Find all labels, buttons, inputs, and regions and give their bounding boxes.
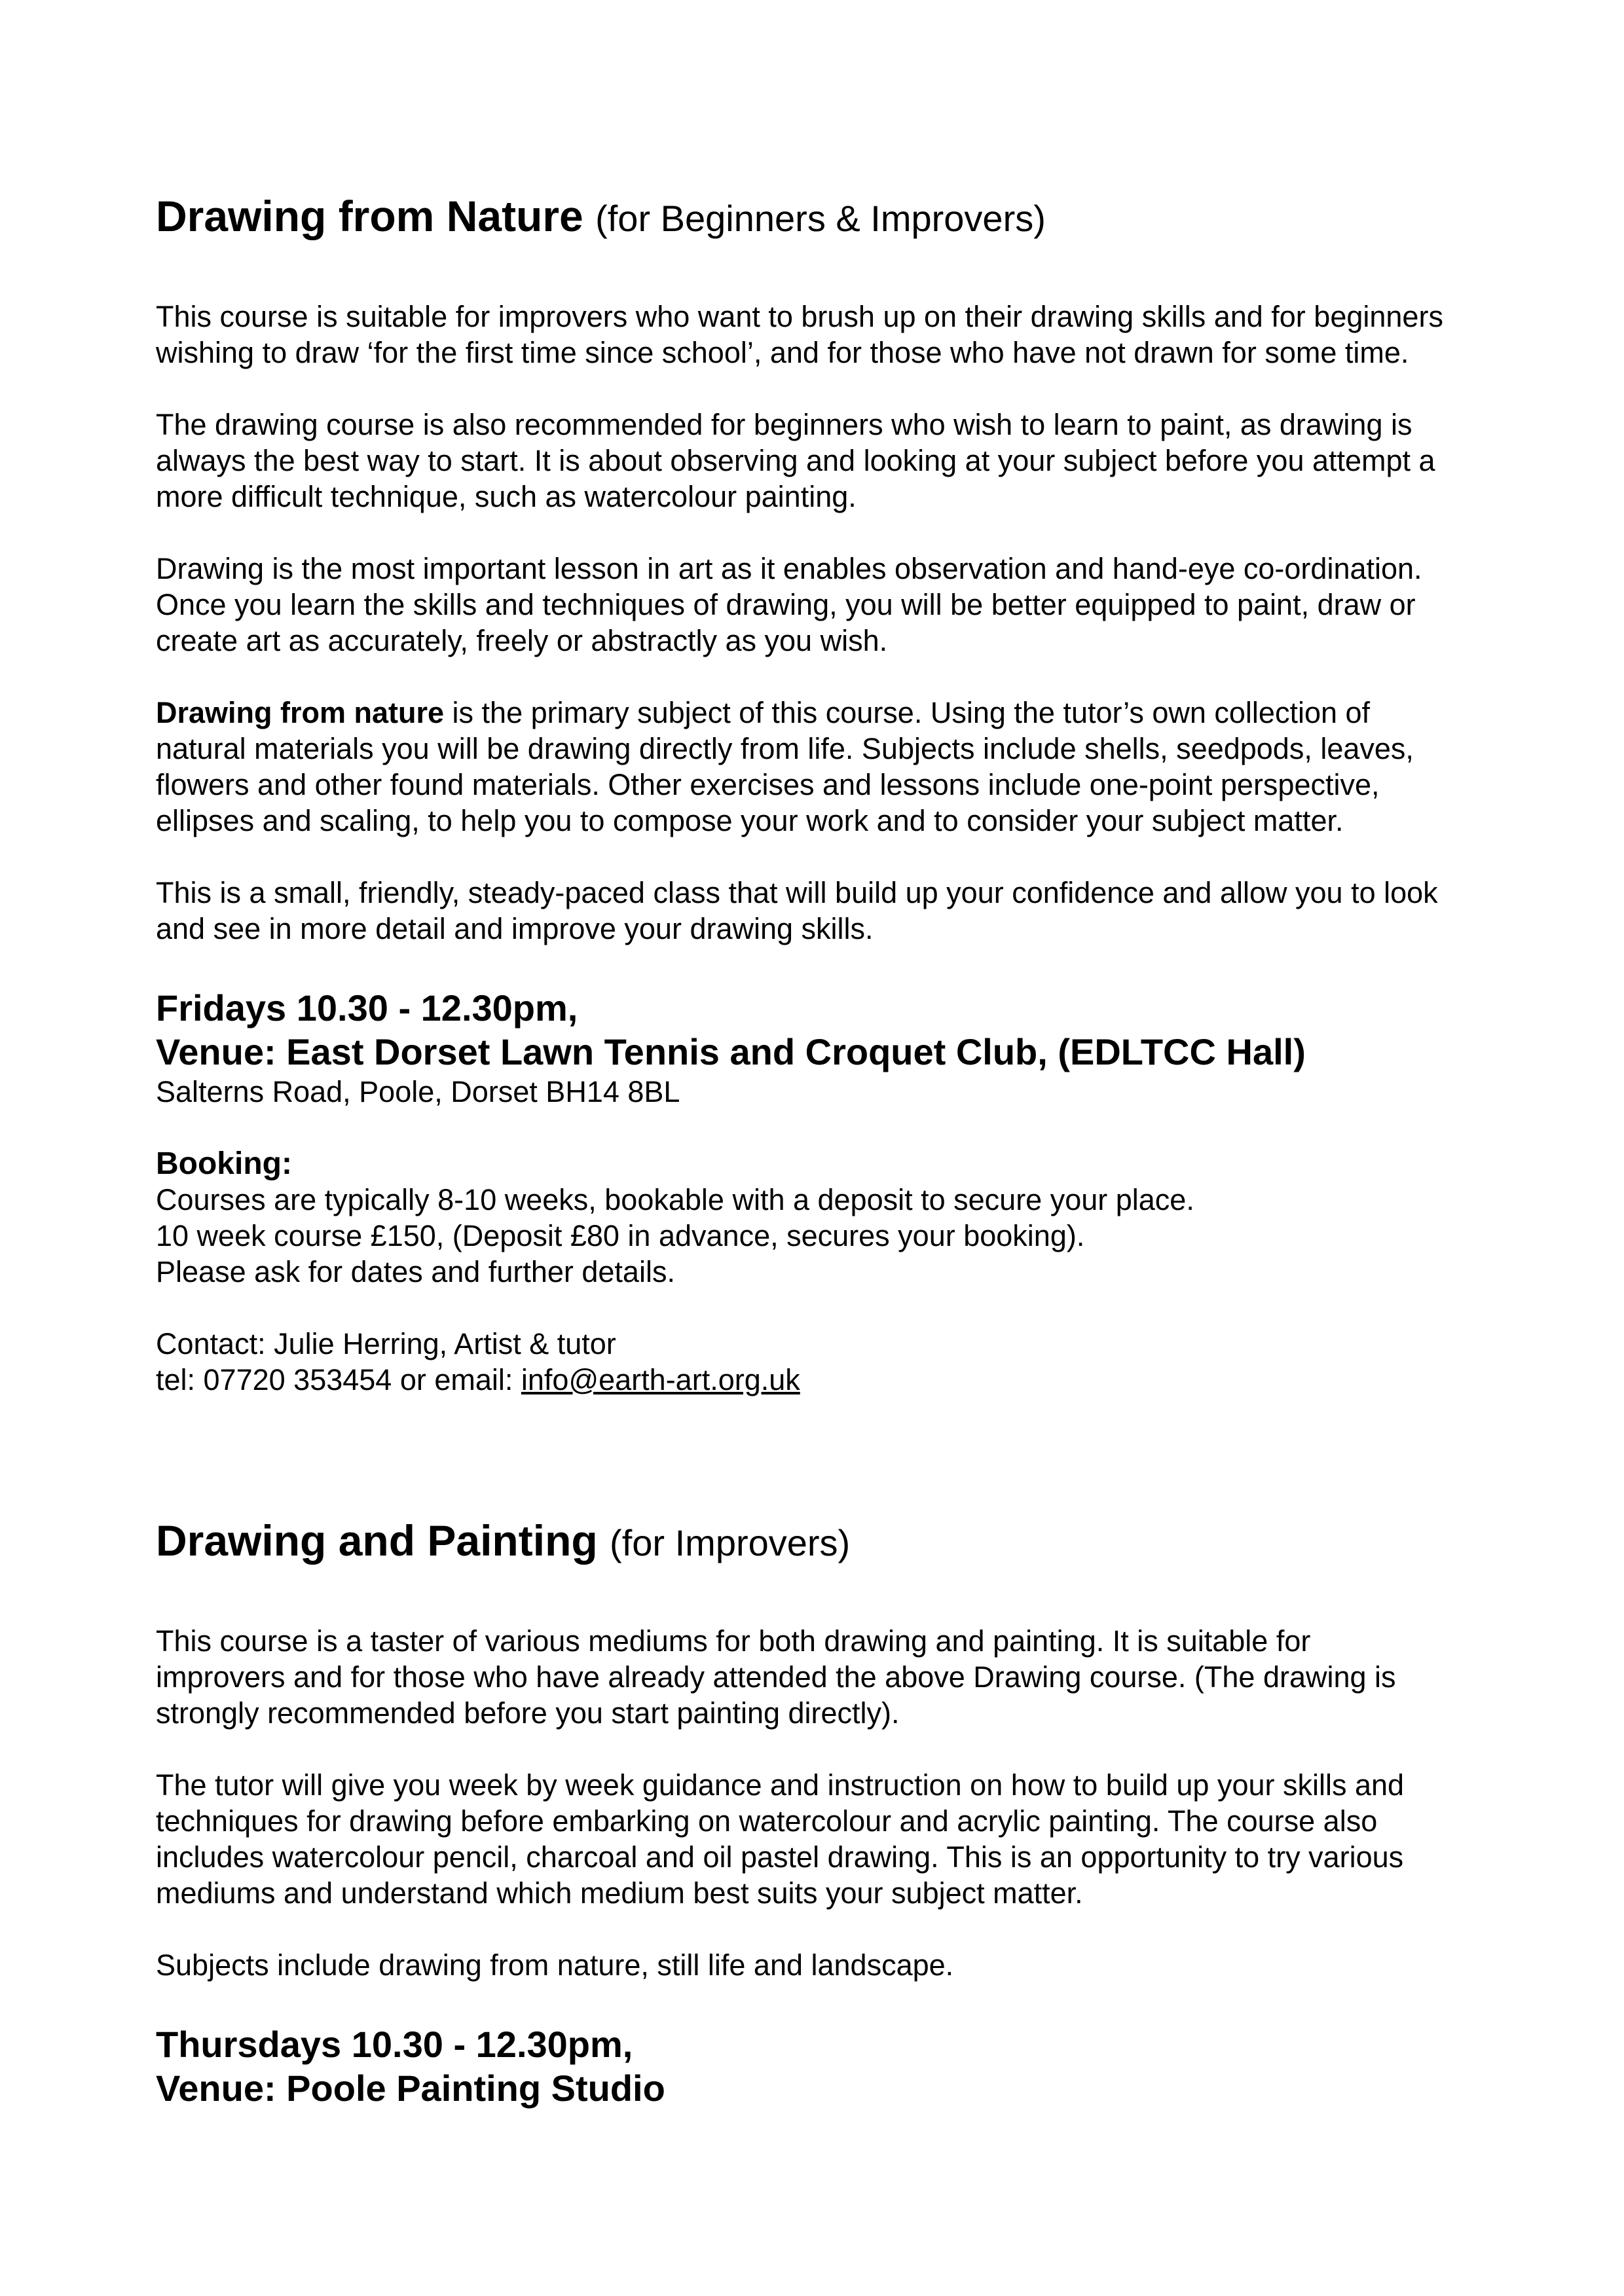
- guidance-paragraph: The tutor will give you week by week guidance and instruction on how to build up your skills and techniques for drawing before embarking on watercolour and acrylic painting. The course also includes watercolour pencil, charcoal and oil pastel drawing. This is an opportunity to try various mediums and understand which medium best suits your subject matter.: [156, 1768, 1405, 1910]
- contact-details: Contact: Julie Herring, Artist & tutor tel: 07720 353454 or email: info@earth-art.org.uk: [156, 1327, 800, 1396]
- class-description-paragraph: This is a small, friendly, steady-paced class that will build up your confidence and allow you to look and see in more detail and improve your drawing skills.: [156, 876, 1438, 945]
- booking-details: Courses are typically 8-10 weeks, bookable with a deposit to secure your place. 10 week course £150, (Deposit £80 in advance, secures your booking). Please ask for dates and further details.: [156, 1183, 1194, 1288]
- course-subtitle: (for Beginners & Improvers): [595, 198, 1046, 239]
- course-drawing-from-nature: [156, 190, 1485, 1398]
- booking-heading: Booking:: [156, 1146, 292, 1181]
- intro-paragraph: This course is suitable for improvers who want to brush up on their drawing skills and for beginners wishing to draw ‘for the first time since school’, and for those who have not drawn for some time.: [156, 300, 1443, 369]
- schedule-heading: Fridays 10.30 - 12.30pm,: [156, 987, 578, 1029]
- bold-phrase: Drawing from nature: [156, 696, 445, 729]
- schedule-block: [156, 2022, 1485, 2110]
- recommendation-paragraph: The drawing course is also recommended for beginners who wish to learn to paint, as drawing is always the best way to start. It is about observing and looking at your subject before you attempt a more difficult technique, such as watercolour painting.: [156, 408, 1435, 513]
- email-link[interactable]: info@earth-art.org.uk: [521, 1363, 800, 1396]
- venue-address: Salterns Road, Poole, Dorset BH14 8BL: [156, 1075, 680, 1108]
- course-title: [156, 1514, 1485, 1569]
- subjects-paragraph: Subjects include drawing from nature, still life and landscape.: [156, 1948, 954, 1982]
- schedule-heading: Thursdays 10.30 - 12.30pm,: [156, 2024, 633, 2065]
- subject-paragraph: Drawing from nature is the primary subject of this course. Using the tutor’s own collection of natural materials you will be drawing directly from life. Subjects include shells, seedpods, leaves, flowers and other found materials. Other exercises and lessons include one-point perspective, ellipses and scaling, to help you to compose your work and to consider your subject matter.: [156, 696, 1414, 837]
- venue-heading: Venue: Poole Painting Studio: [156, 2068, 665, 2109]
- course-title-main: Drawing from Nature: [156, 192, 583, 240]
- course-drawing-and-painting: [156, 1514, 1485, 2110]
- venue-heading: Venue: East Dorset Lawn Tennis and Croquet Club, (EDLTCC Hall): [156, 1031, 1306, 1072]
- intro-paragraph: This course is a taster of various mediums for both drawing and painting. It is suitable for improvers and for those who have already attended the above Drawing course. (The drawing is strongly recommended before you start painting directly).: [156, 1624, 1396, 1730]
- document-page: [156, 190, 1485, 2110]
- course-subtitle: (for Improvers): [610, 1522, 851, 1563]
- course-title-main: Drawing and Painting: [156, 1516, 598, 1565]
- schedule-block: [156, 986, 1485, 1110]
- course-title: [156, 190, 1485, 245]
- importance-paragraph: Drawing is the most important lesson in art as it enables observation and hand-eye co-ordination. Once you learn the skills and techniques of drawing, you will be better equipped to paint, draw or create art as accurately, freely or abstractly as you wish.: [156, 552, 1422, 657]
